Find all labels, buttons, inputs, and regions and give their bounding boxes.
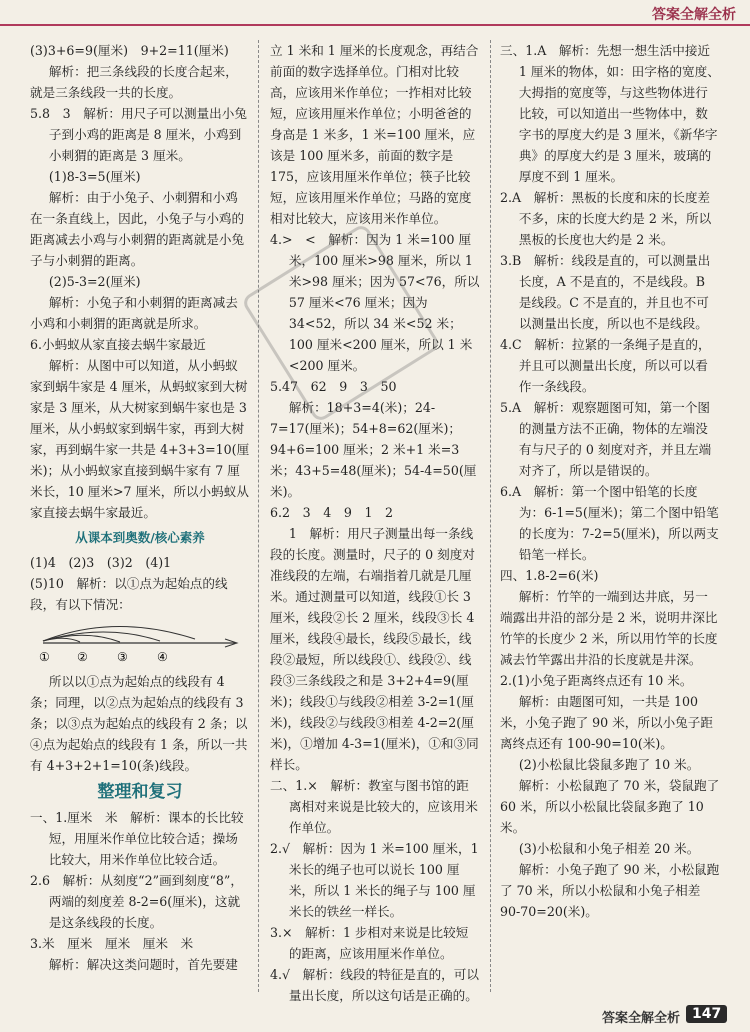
answer-explanation: 解析：从图中可以知道，从小蚂蚁家到蜗牛家是 4 厘米，从蚂蚁家到大树家是 3 厘米，从大树家到蜗牛家也是 3 厘米，从小蚂蚁家到蜗牛家，再到大树家，再到蜗牛家一共是 4+3+3=10(厘米)；从小蚂蚁家直接到蜗牛家有 7 厘米长，10 厘米>7 厘米，所以小蚂蚁从家直接去蜗牛家最近。 <box>30 358 250 520</box>
answer-explanation: 解析：小兔子跑了 90 米，小松鼠跑了 70 米，所以小松鼠和小兔子相差 90-70=20(米)。 <box>500 862 720 919</box>
page-number: 147 <box>686 1005 727 1023</box>
answer-line: 四、1.8-2=6(米) <box>500 568 599 583</box>
answer-line: 2.√ 解析：因为 1 米=100 厘米，1 米长的绳子也可以说长 100 厘米，所以 1 米长的绳子与 100 厘米长的铁丝一样长。 <box>270 841 479 919</box>
line-segment-diagram <box>35 617 245 667</box>
answer-line: (5)10 解析：以①点为起始点的线段，有以下情况： <box>30 576 228 612</box>
answer-line: (3)3+6=9(厘米) 9+2=11(厘米) <box>30 43 229 58</box>
answer-line: 二、1.× 解析：教室与图书馆的距离相对来说是比较大的，应该用米作单位。 <box>270 778 478 835</box>
answer-line: 3.米 厘米 厘米 厘米 米 <box>30 936 194 951</box>
answer-line: 5.8 3 解析：用尺子可以测量出小兔子到小鸡的距离是 8 厘米，小鸡到小刺猬的距离是 3 厘米。 <box>30 106 247 163</box>
answer-explanation: 解析：小松鼠跑了 70 米，袋鼠跑了 60 米，所以小松鼠比袋鼠多跑了 10 米。 <box>500 778 720 835</box>
header-brand: 答案全解全析 <box>652 7 736 23</box>
answer-line: 6.2 3 4 9 1 2 <box>270 505 394 520</box>
answer-explanation: 解析：把三条线段的长度合起来，就是三条线段一共的长度。 <box>30 64 238 100</box>
answer-line: (1)4 (2)3 (3)2 (4)1 <box>30 555 172 570</box>
section-title: 整理和复习 <box>97 782 183 802</box>
answer-line: 2.(1)小兔子距离终点还有 10 米。 <box>500 673 693 688</box>
answer-explanation: 1 解析：用尺子测量出每一条线段的长度。测量时，尺子的 0 刻度对准线段的左端，右端指着几就是几厘米。通过测量可以知道，线段①长 3 厘米，线段②长 2 厘米，线段③长 4 厘米，线段④最长，线段⑤最长，线段②最短，所以线段①、线段②、线段③三条线段之和是 3+2+4=9(厘米)；线段①与线段②相差 3-2=1(厘米)，线段②与线段③相差 4-2=2(厘米)，①增加 4-3=1(厘米)，①和③同样长。 <box>270 526 479 772</box>
answer-line: 4.C 解析：拉紧的一条绳子是直的，并且可以测量出长度，所以可以看作一条线段。 <box>500 337 711 394</box>
answer-line: 5.47 62 9 3 50 <box>270 379 397 394</box>
point-3-label: ③ <box>117 650 128 664</box>
answer-line: 2.6 解析：从刻度“2”画到刻度“8”，两端的刻度差 8-2=6(厘米)，这就是这条线段的长度。 <box>30 873 243 930</box>
answer-line: 6.A 解析：第一个图中铅笔的长度为：6-1=5(厘米)；第二个图中铅笔的长度为：7-2=5(厘米)，所以两支铅笔一样长。 <box>500 484 719 562</box>
answer-line: 三、1.A 解析：先想一想生活中接近 1 厘米的物体，如：田字格的宽度、大拇指的宽度等，与这些物体进行比较，可以知道出一些物体中，数字书的厚度大约是 3 厘米，《新华字典》的厚度大约是 3 厘米，玻璃的厚度不到 1 厘米。 <box>500 43 720 184</box>
point-4-label: ④ <box>157 650 168 664</box>
answer-line: 4.√ 解析：线段的特征是直的，可以量出长度，所以这句话是正确的。 <box>270 967 479 1003</box>
subsection-title: 从课本到奥数/核心素养 <box>75 530 205 545</box>
column-left <box>30 40 250 975</box>
answer-line: 一、1.厘米 米 解析：课本的长比较短，用厘米作单位比较合适；操场比较大，用米作单位比较合适。 <box>30 810 244 867</box>
answer-explanation: 解析：由题图可知，一共是 100 米，小兔子跑了 90 米，所以小兔子距离终点还有 100-90=10(米)。 <box>500 694 713 751</box>
diagram-svg <box>35 617 245 667</box>
answer-explanation: 解析：18+3=4(米)；24-7=17(厘米)；54+8=62(厘米)；94+6=100 厘米；2 米+1 米=3 米；43+5=48(厘米)；54-4=50(厘米)。 <box>270 400 477 499</box>
point-1-label: ① <box>39 650 50 664</box>
answer-line: (2)5-3=2(厘米) <box>48 274 141 289</box>
answer-explanation: 解析：小兔子和小刺猬的距离减去小鸡和小刺猬的距离就是所求。 <box>30 295 238 331</box>
answer-line: 4.> < 解析：因为 1 米=100 厘米，100 厘米>98 厘米，所以 1 米>98 厘米；因为 57<76，所以 57 厘米<76 厘米；因为 34<52，所以 34 米<52 米；100 厘米<200 厘米，所以 1 米<200 厘米。 <box>270 232 480 373</box>
answer-line: 5.A 解析：观察题图可知，第一个图的测量方法不正确，物体的左端没有与尺子的 0 刻度对齐，并且左端对齐了，所以是错误的。 <box>500 400 712 478</box>
answer-explanation: 解析：解决这类问题时，首先要建 <box>48 957 238 972</box>
point-2-label: ② <box>77 650 88 664</box>
answer-line: 2.A 解析：黑板的长度和床的长度差不多，床的长度大约是 2 米，所以黑板的长度也大约是 2 米。 <box>500 190 712 247</box>
answer-line: 6.小蚂蚁从家直接去蜗牛家最近 <box>30 337 206 352</box>
answer-explanation: 解析：由于小兔子、小刺猬和小鸡在一条直线上，因此，小兔子与小鸡的距离减去小鸡与小刺猬的距离就是小兔子与小刺猬的距离。 <box>30 190 245 268</box>
page-footer <box>0 1002 750 1032</box>
footer-brand: 答案全解全析 <box>602 1011 681 1026</box>
column-middle <box>270 40 480 1006</box>
header-rule <box>0 24 750 26</box>
column-divider-2 <box>490 40 491 992</box>
page-header <box>0 0 750 38</box>
answer-line: (3)小松鼠和小兔子相差 20 米。 <box>518 841 700 856</box>
answer-explanation: 所以以①点为起始点的线段有 4 条；同理，以②点为起始点的线段有 3 条；以③点为起始点的线段有 2 条；以④点为起始点的线段有 1 条，所以一共有 4+3+2+1=10(条)线段。 <box>30 674 248 773</box>
answer-line: 3.× 解析：1 步相对来说是比较短的距离，应该用厘米作单位。 <box>270 925 469 961</box>
answer-explanation: 立 1 米和 1 厘米的长度观念，再结合前面的数字选择单位。门相对比较高，应该用米作单位；一拃相对比较短，应该用厘米作单位；小明爸爸的身高是 1 米多，1 米=100 厘米，应该是 100 厘米多，前面的数字是 175，应该用厘米作单位；筷子比较短，应该用厘米作单位；马路的宽度相对比较大，应该用米作单位。 <box>270 43 479 226</box>
answer-explanation: 解析：竹竿的一端到达井底，另一端露出井沿的部分是 2 米，说明井深比竹竿的长度少 2 米，所以用竹竿的长度减去竹竿露出井沿的长度就是井深。 <box>500 589 718 667</box>
column-right <box>500 40 720 922</box>
answer-line: (1)8-3=5(厘米) <box>48 169 141 184</box>
column-divider-1 <box>258 40 259 992</box>
answer-line: 3.B 解析：线段是直的，可以测量出长度，A 不是直的，不是线段。B 是线段。C 不是直的，并且也不可以测量出长度，所以也不是线段。 <box>500 253 711 331</box>
answer-line: (2)小松鼠比袋鼠多跑了 10 米。 <box>518 757 700 772</box>
